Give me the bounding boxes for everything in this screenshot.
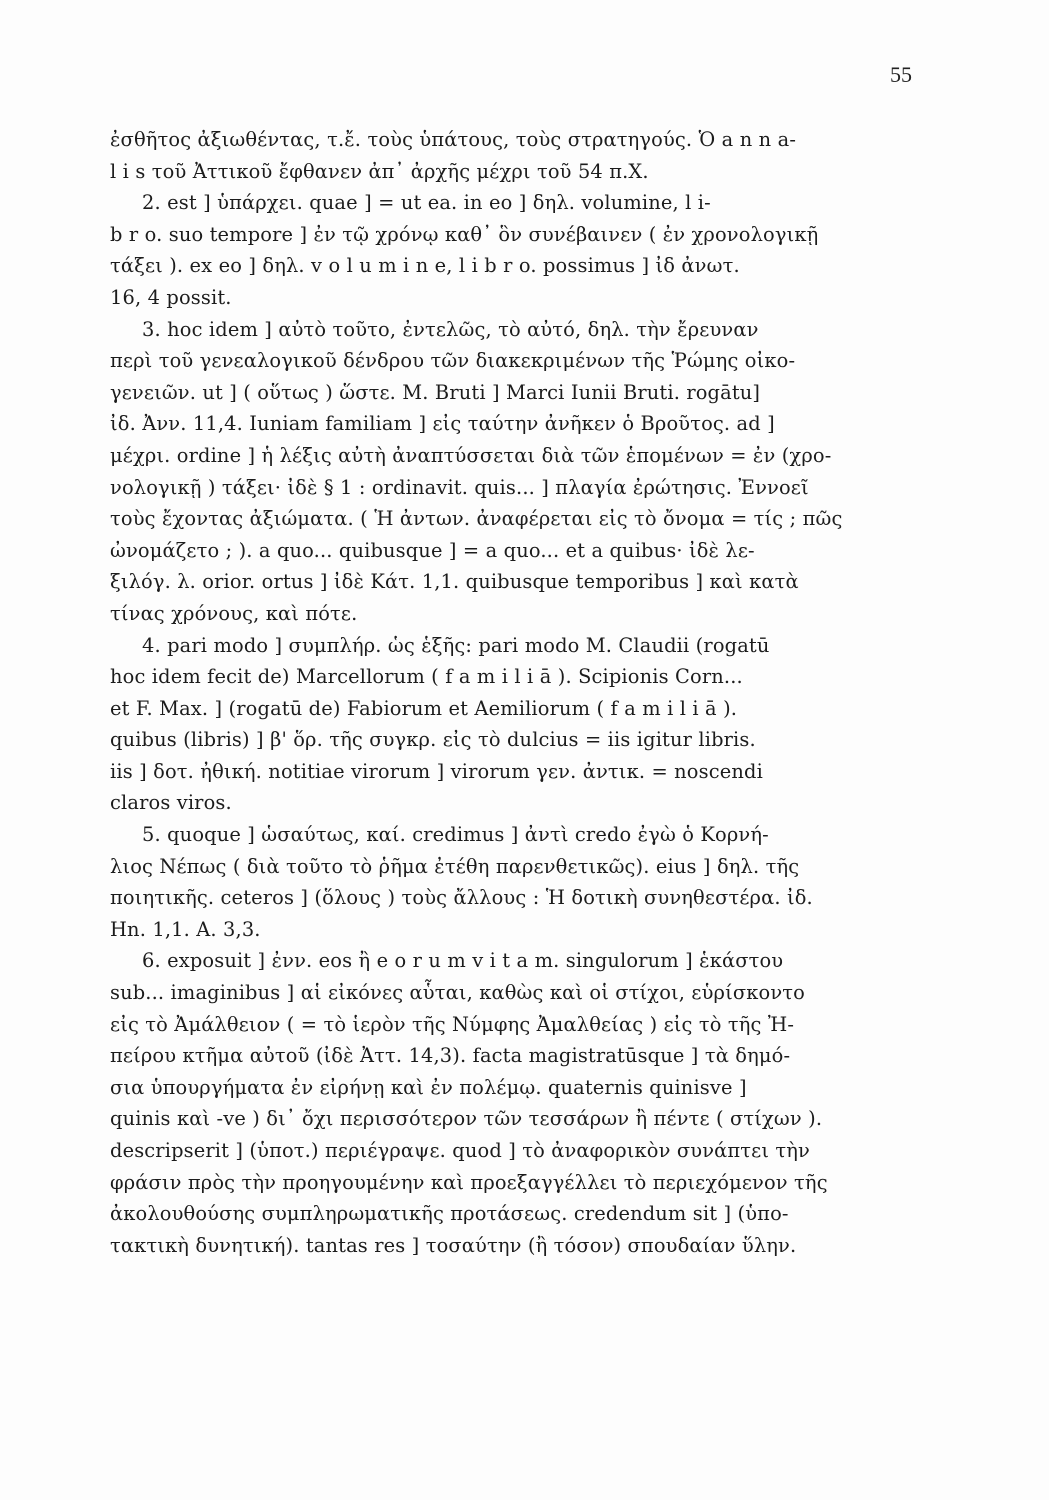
note-6-start: 6. exposuit ] ἐνν. eos ἢ e o r u m v i t a m. singulorum ] ἑκάστου [142, 949, 784, 973]
text-line: περὶ τοῦ γενεαλογικοῦ δένδρου τῶν διακεκριμένων τῆς Ῥώμης οἰκο- [110, 349, 796, 373]
note-5-start: 5. quoque ] ὡσαύτως, καί. credimus ] ἀντὶ credo ἐγὼ ὁ Κορνή- [142, 823, 769, 847]
text-line: ἐσθῆτος ἀξιωθέντας, τ.ἔ. τοὺς ὑπάτους, τοὺς στρατηγούς. Ὁ a n n a- [110, 128, 797, 151]
text-line: ποιητικῆς. ceteros ] (ὅλους ) τοὺς ἄλλους : Ἡ δοτικὴ συνηθεστέρα. ἰδ. [110, 886, 813, 910]
text-line: quibus (libris) ] β' ὅρ. τῆς συγκρ. εἰς τὸ dulcius = iis igitur libris. [110, 728, 756, 752]
note-2-start: 2. est ] ὑπάρχει. quae ] = ut ea. in eo ] δηλ. volumine, l i- [142, 191, 711, 215]
note-4-start: 4. pari modo ] συμπλήρ. ὡς ἑξῆς: pari modo M. Claudii (rogatū [142, 633, 770, 657]
text-line: et F. Max. ] (rogatū de) Fabiorum et Aemiliorum ( f a m i l i ā ). [110, 696, 738, 720]
text-line: πείρου κτῆμα αὐτοῦ (ἰδὲ Ἀττ. 14,3). facta magistratūsque ] τὰ δημό- [110, 1044, 791, 1068]
text-line: claros viros. [110, 791, 232, 815]
text-line: φράσιν πρὸς τὴν προηγουμένην καὶ προεξαγγέλλει τὸ περιεχόμενον τῆς [110, 1170, 828, 1194]
text-line: νολογικῇ ) τάξει· ἰδὲ § 1 : ordinavit. quis... ] πλαγία ἐρώτησις. Ἐννοεῖ [110, 475, 809, 499]
text-line: σια ὑπουργήματα ἐν εἰρήνῃ καὶ ἐν πολέμῳ. quaternis quinisve ] [110, 1075, 747, 1099]
text-line: γενειῶν. ut ] ( οὕτως ) ὥστε. M. Bruti ] Marci Iunii Bruti. rogātu] [110, 380, 761, 404]
page-number: 55 [890, 62, 912, 87]
text-line: τάξει ). ex eo ] δηλ. v o l u m i n e, l i b r o. possimus ] ἰδ ἀνωτ. [110, 254, 740, 278]
text-line: ξιλόγ. λ. orior. ortus ] ἰδὲ Κάτ. 1,1. quibusque temporibus ] καὶ κατὰ [110, 570, 799, 594]
text-line: ὠνομάζετο ; ). a quo... quibusque ] = a quo... et a quibus· ἰδὲ λε- [110, 538, 755, 562]
text-line: l i s τοῦ Ἀττικοῦ ἔφθανεν ἀπ᾿ ἀρχῆς μέχρι τοῦ 54 π.Χ. [110, 159, 649, 183]
text-line: ἀκολουθούσης συμπληρωματικῆς προτάσεως. credendum sit ] (ὑπο- [110, 1202, 789, 1226]
commentary-text [110, 124, 910, 1261]
text-line: b r o. suo tempore ] ἐν τῷ χρόνῳ καθ᾿ ὃν συνέβαινεν ( ἐν χρονολογικῇ [110, 222, 819, 246]
text-line: Hn. 1,1. A. 3,3. [110, 917, 261, 941]
text-line: λιος Νέπως ( διὰ τοῦτο τὸ ῥῆμα ἐτέθη παρενθετικῶς). eius ] δηλ. τῆς [110, 854, 800, 878]
text-line: descripserit ] (ὑποτ.) περιέγραψε. quod ] τὸ ἀναφορικὸν συνάπτει τὴν [110, 1139, 810, 1162]
text-line: ἰδ. Ἀνν. 11,4. Iuniam familiam ] εἰς ταύτην ἀνῆκεν ὁ Βροῦτος. ad ] [110, 412, 775, 436]
text-line: sub... imaginibus ] αἱ εἰκόνες αὗται, καθὼς καὶ οἱ στίχοι, εὑρίσκοντο [110, 981, 805, 1005]
note-3-start: 3. hoc idem ] αὐτὸ τοῦτο, ἐντελῶς, τὸ αὐτό, δηλ. τὴν ἔρευναν [142, 317, 759, 341]
text-line: τίνας χρόνους, καὶ πότε. [110, 601, 358, 625]
text-line: τοὺς ἔχοντας ἀξιώματα. ( Ἡ ἀντων. ἀναφέρεται εἰς τὸ ὄνομα = τίς ; πῶς [110, 507, 843, 531]
text-line: iis ] δοτ. ἠθική. notitiae virorum ] virorum γεν. ἀντικ. = noscendi [110, 759, 763, 783]
text-line: 16, 4 possit. [110, 285, 232, 309]
text-line: quinis καὶ -ve ) δι᾿ ὄχι περισσότερον τῶν τεσσάρων ἢ πέντε ( στίχων ). [110, 1107, 823, 1131]
text-line: τακτικὴ δυνητική). tantas res ] τοσαύτην (ἢ τόσον) σπουδαίαν ὕλην. [110, 1233, 797, 1257]
text-line: εἰς τὸ Ἀμάλθειον ( = τὸ ἱερὸν τῆς Νύμφης Ἀμαλθείας ) εἰς τὸ τῆς Ἠ- [110, 1012, 795, 1036]
text-line: μέχρι. ordine ] ἡ λέξις αὐτὴ ἀναπτύσσεται διὰ τῶν ἑπομένων = ἐν (χρο- [110, 443, 832, 467]
text-line: hoc idem fecit de) Marcellorum ( f a m i l i ā ). Scipionis Corn... [110, 665, 743, 689]
